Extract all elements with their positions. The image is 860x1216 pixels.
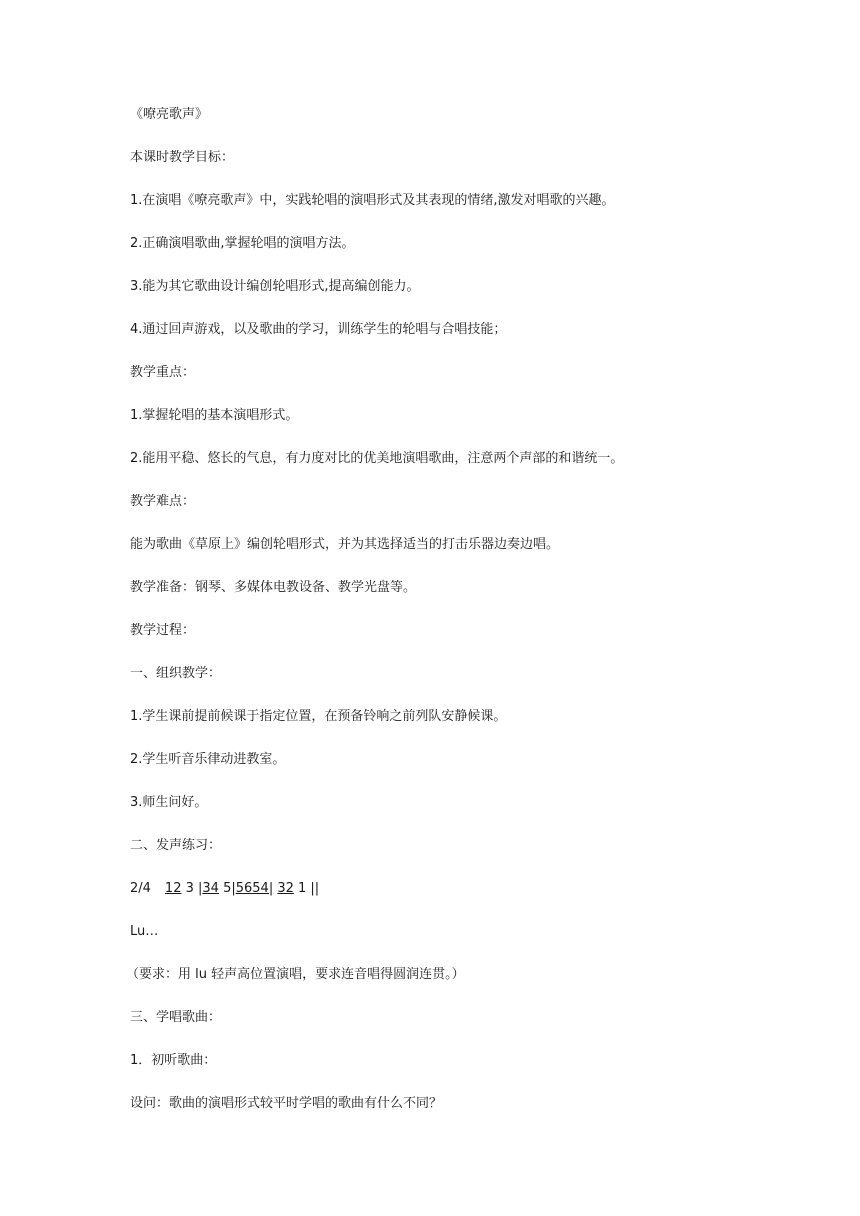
difficulties-text: 能为歌曲《草原上》编创轮唱形式，并为其选择适当的打击乐器边奏边唱。 (130, 537, 560, 552)
question-text: 设问：歌曲的演唱形式较平时学唱的歌曲有什么不同？ (130, 1096, 443, 1111)
syllable-text: Lu… (130, 924, 159, 939)
requirement-text: （要求：用 lu 轻声高位置演唱，要求连音唱得圆润连贯。） (126, 967, 465, 982)
section1-item-2: 2.学生听音乐律动进教室。 (130, 752, 286, 767)
process-heading: 教学过程： (130, 623, 196, 638)
preparation-text: 教学准备：钢琴、多媒体电教设备、教学光盘等。 (130, 580, 417, 595)
section3-heading: 三、学唱歌曲： (130, 1010, 222, 1025)
notation-beat: 34 (202, 881, 219, 896)
notation-line (130, 880, 319, 898)
section1-item-3: 3.师生问好。 (130, 795, 208, 810)
notation-beat: 3 | (181, 881, 203, 896)
objective-2: 2.正确演唱歌曲,掌握轮唱的演唱方法。 (130, 236, 355, 251)
section1-item-1: 1.学生课前提前候课于指定位置，在预备铃响之前列队安静候课。 (130, 709, 507, 724)
notation-beat: 32 (277, 881, 294, 896)
objective-3: 3.能为其它歌曲设计编创轮唱形式,提高编创能力。 (130, 279, 420, 294)
key-points-heading: 教学重点： (130, 365, 196, 380)
notation-beat: 5654| (235, 881, 274, 896)
section2-heading: 二、发声练习： (130, 838, 222, 853)
key-point-1: 1.掌握轮唱的基本演唱形式。 (130, 408, 299, 423)
objective-4: 4.通过回声游戏，以及歌曲的学习，训练学生的轮唱与合唱技能； (130, 322, 507, 337)
section1-heading: 一、组织教学： (130, 666, 222, 681)
objective-1: 1.在演唱《嘹亮歌声》中，实践轮唱的演唱形式及其表现的情绪,激发对唱歌的兴趣。 (130, 193, 615, 208)
document-title: 《嘹亮歌声》 (130, 107, 209, 122)
key-point-2: 2.能用平稳、悠长的气息，有力度对比的优美地演唱歌曲，注意两个声部的和谐统一。 (130, 451, 624, 466)
objectives-heading: 本课时教学目标： (130, 150, 235, 165)
notation-beat: 5| (218, 881, 236, 896)
notation-beat: 1 || (293, 881, 320, 896)
notation-meter: 2/4 (130, 881, 151, 896)
difficulties-heading: 教学难点： (130, 494, 196, 509)
section3-item-1: 1．初听歌曲： (130, 1053, 217, 1068)
notation-beat: 12 (164, 881, 182, 896)
